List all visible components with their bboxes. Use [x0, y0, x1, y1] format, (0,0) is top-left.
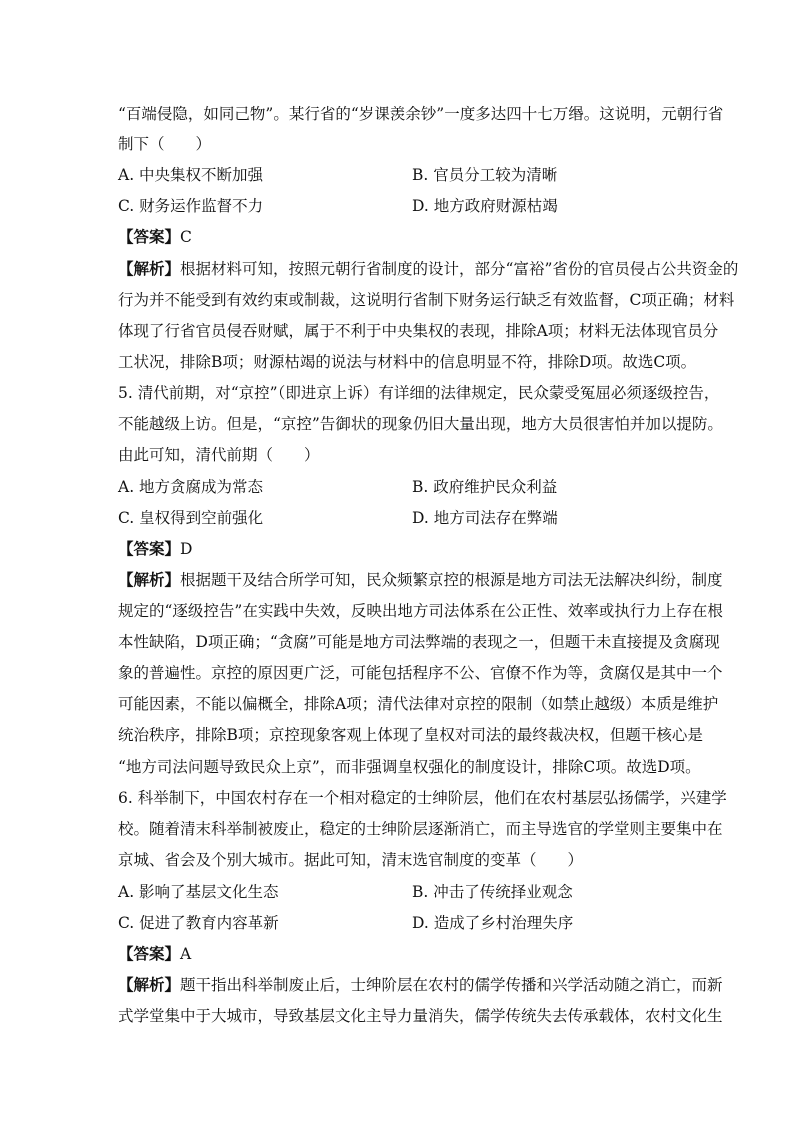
q5-answer-value: D — [180, 540, 193, 558]
q6-answer-value: A — [180, 945, 192, 963]
analysis-tag: 【解析】 — [118, 975, 181, 994]
q5-option-c: C. 皇权得到空前强化 — [118, 509, 264, 527]
q6-option-c: C. 促进了教育内容革新 — [118, 914, 279, 932]
q5-stem-line-2: 不能越级上访。但是，“京控”告御状的现象仍旧大量出现，地方大员很害怕并加以提防。 — [118, 415, 723, 433]
q5-stem-line-3: 由此可知，清代前期（ ） — [118, 446, 320, 464]
q5-analysis-line-5: 可能因素，不能以偏概全，排除A项；清代法律对京控的限制（如禁止越级）本质是维护 — [118, 695, 719, 713]
answer-tag: 【答案】 — [118, 539, 181, 558]
q6-option-a: A. 影响了基层文化生态 — [118, 883, 279, 901]
q6-analysis-text-1: 题干指出科举制废止后，士绅阶层在农村的儒学传播和兴学活动随之消亡，而新 — [180, 976, 723, 994]
q4-analysis-text-1: 根据材料可知，按照元朝行省制度的设计，部分“富裕”省份的官员侵占公共资金的 — [180, 260, 739, 278]
q4-stem-line-2: 制下（ ） — [118, 135, 212, 153]
answer-tag: 【答案】 — [118, 944, 181, 963]
q6-answer — [118, 944, 678, 964]
q4-analysis-line-2: 行为并不能受到有效约束或制裁，这说明行省制下财务运行缺乏有效监督，C项正确；材料 — [118, 291, 735, 309]
q6-option-d: D. 造成了乡村治理失序 — [412, 914, 574, 932]
q5-option-b: B. 政府维护民众利益 — [412, 478, 558, 496]
q5-analysis-line-6: 统治秩序，排除B项；京控现象客观上体现了皇权对司法的最终裁决权，但题干核心是 — [118, 726, 703, 744]
q6-stem-line-3: 京城、省会及个别大城市。据此可知，清末选官制度的变革（ ） — [118, 851, 584, 869]
q4-option-d: D. 地方政府财源枯竭 — [412, 197, 558, 215]
q4-analysis-line-1 — [118, 259, 739, 279]
q5-analysis-line-1 — [118, 570, 723, 590]
q6-stem-line-1: 6. 科举制下，中国农村存在一个相对稳定的士绅阶层，他们在农村基层弘扬儒学，兴建学 — [118, 789, 727, 807]
q4-analysis-line-4: 工状况，排除B项；财源枯竭的说法与材料中的信息明显不符，排除D项。故选C项。 — [118, 353, 697, 371]
analysis-tag: 【解析】 — [118, 259, 181, 278]
q4-option-b: B. 官员分工较为清晰 — [412, 166, 558, 184]
q6-stem-line-2: 校。随着清末科举制被废止，稳定的士绅阶层逐渐消亡，而主导选官的学堂则主要集中在 — [118, 820, 723, 838]
q4-stem-line-1: “百端侵隐，如同己物”。某行省的“岁课羡余钞”一度多达四十七万缗。这说明，元朝行省 — [118, 105, 724, 123]
q5-option-d: D. 地方司法存在弊端 — [412, 509, 558, 527]
q5-analysis-text-1: 根据题干及结合所学可知，民众频繁京控的根源是地方司法无法解决纠纷，制度 — [180, 571, 723, 589]
q5-answer — [118, 539, 678, 559]
q6-option-b: B. 冲击了传统择业观念 — [412, 883, 573, 901]
q5-analysis-line-4: 象的普遍性。京控的原因更广泛，可能包括程序不公、官僚不作为等，贪腐仅是其中一个 — [118, 664, 723, 682]
q6-analysis-line-1 — [118, 975, 723, 995]
q5-option-a: A. 地方贪腐成为常态 — [118, 478, 264, 496]
q4-analysis-line-3: 体现了行省官员侵吞财赋，属于不利于中央集权的表现，排除A项；材料无法体现官员分 — [118, 322, 719, 340]
q4-answer-value: C — [180, 228, 192, 246]
q4-answer — [118, 227, 678, 247]
q5-analysis-line-2: 规定的“逐级控告”在实践中失效，反映出地方司法体系在公正性、效率或执行力上存在根 — [118, 602, 723, 620]
q4-option-c: C. 财务运作监督不力 — [118, 197, 264, 215]
q5-analysis-line-7: “地方司法问题导致民众上京”，而非强调皇权强化的制度设计，排除C项。故选D项。 — [118, 758, 701, 776]
answer-tag: 【答案】 — [118, 227, 181, 246]
q4-option-a: A. 中央集权不断加强 — [118, 166, 264, 184]
q5-stem-line-1: 5. 清代前期，对“京控”（即进京上诉）有详细的法律规定，民众蒙受冤屈必须逐级控告， — [118, 384, 720, 402]
analysis-tag: 【解析】 — [118, 570, 181, 589]
q6-analysis-line-2: 式学堂集中于大城市，导致基层文化主导力量消失，儒学传统失去传承载体，农村文化生 — [118, 1007, 723, 1025]
q5-analysis-line-3: 本性缺陷，D项正确；“贪腐”可能是地方司法弊端的表现之一，但题干未直接提及贪腐现 — [118, 633, 720, 651]
